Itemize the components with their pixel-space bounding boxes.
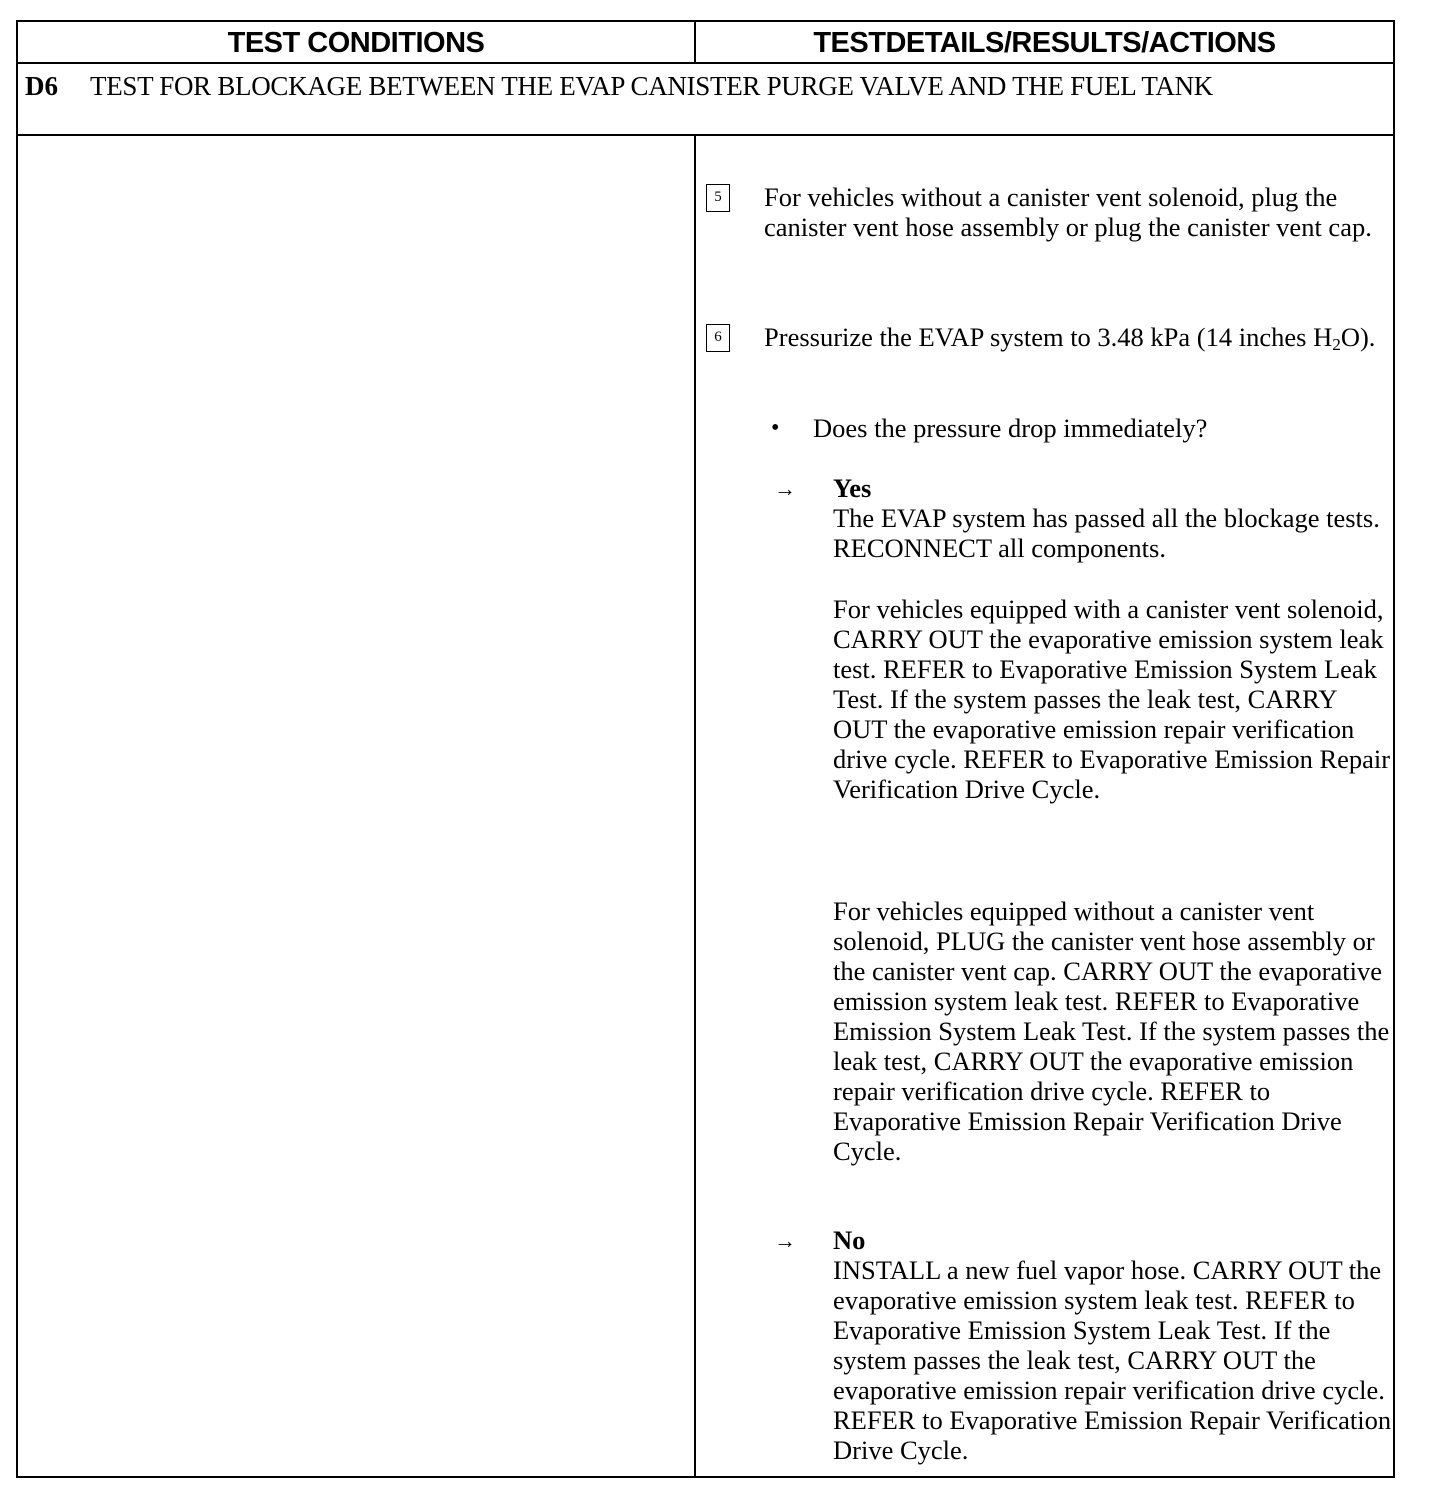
- section-title: TEST FOR BLOCKAGE BETWEEN THE EVAP CANISTER PURGE VALVE AND THE FUEL TANK: [90, 71, 1214, 101]
- bullet-icon: •: [771, 415, 780, 441]
- step-text: For vehicles without a canister vent solenoid, plug the canister vent hose assembly or plug the canister vent cap.: [764, 182, 1372, 242]
- result-no-paragraph: INSTALL a new fuel vapor hose. CARRY OUT the evaporative emission system leak test. REFER to Evaporative Emission System Leak Test. If the system passes the leak test, CARRY OUT the evaporative emission repair verification drive cycle. REFER to Evaporative Emission Repair Verification Drive Cycle.: [833, 1255, 1392, 1465]
- result-yes-label: Yes: [833, 473, 872, 503]
- test-details-column: [696, 136, 1393, 1476]
- step-number-box: 5: [706, 184, 730, 212]
- section-heading: [18, 64, 1393, 136]
- section-code: D6: [25, 71, 58, 101]
- table-header: [18, 22, 1393, 64]
- result-yes-paragraph: For vehicles equipped with a canister vent solenoid, CARRY OUT the evaporative emission system leak test. REFER to Evaporative Emission System Leak Test. If the system passes the leak test, CARRY OUT the evaporative emission repair verification drive cycle. REFER to Evaporative Emission Repair Verification Drive Cycle.: [833, 594, 1391, 804]
- header-test-details: TESTDETAILS/RESULTS/ACTIONS: [813, 27, 1276, 59]
- arrow-right-icon: →: [774, 1228, 796, 1253]
- diagnostic-table: [16, 20, 1395, 1478]
- result-yes-paragraph: The EVAP system has passed all the blockage tests. RECONNECT all components.: [833, 503, 1380, 563]
- step-text: Pressurize the EVAP system to 3.48 kPa (14 inches $H_2O$).: [764, 322, 1376, 354]
- result-no-label: No: [833, 1225, 866, 1255]
- header-test-conditions: TEST CONDITIONS: [227, 27, 485, 59]
- arrow-right-icon: →: [774, 476, 796, 501]
- result-yes-paragraph: For vehicles equipped without a canister vent solenoid, PLUG the canister vent hose assembly or the canister vent cap. CARRY OUT the evaporative emission system leak test. REFER to Evaporative Emission System Leak Test. If the system passes the leak test, CARRY OUT the evaporative emission repair verification drive cycle. REFER to Evaporative Emission Repair Verification Drive Cycle.: [833, 896, 1390, 1166]
- question-text: Does the pressure drop immediately?: [813, 413, 1208, 443]
- step-number-box: 6: [706, 324, 730, 352]
